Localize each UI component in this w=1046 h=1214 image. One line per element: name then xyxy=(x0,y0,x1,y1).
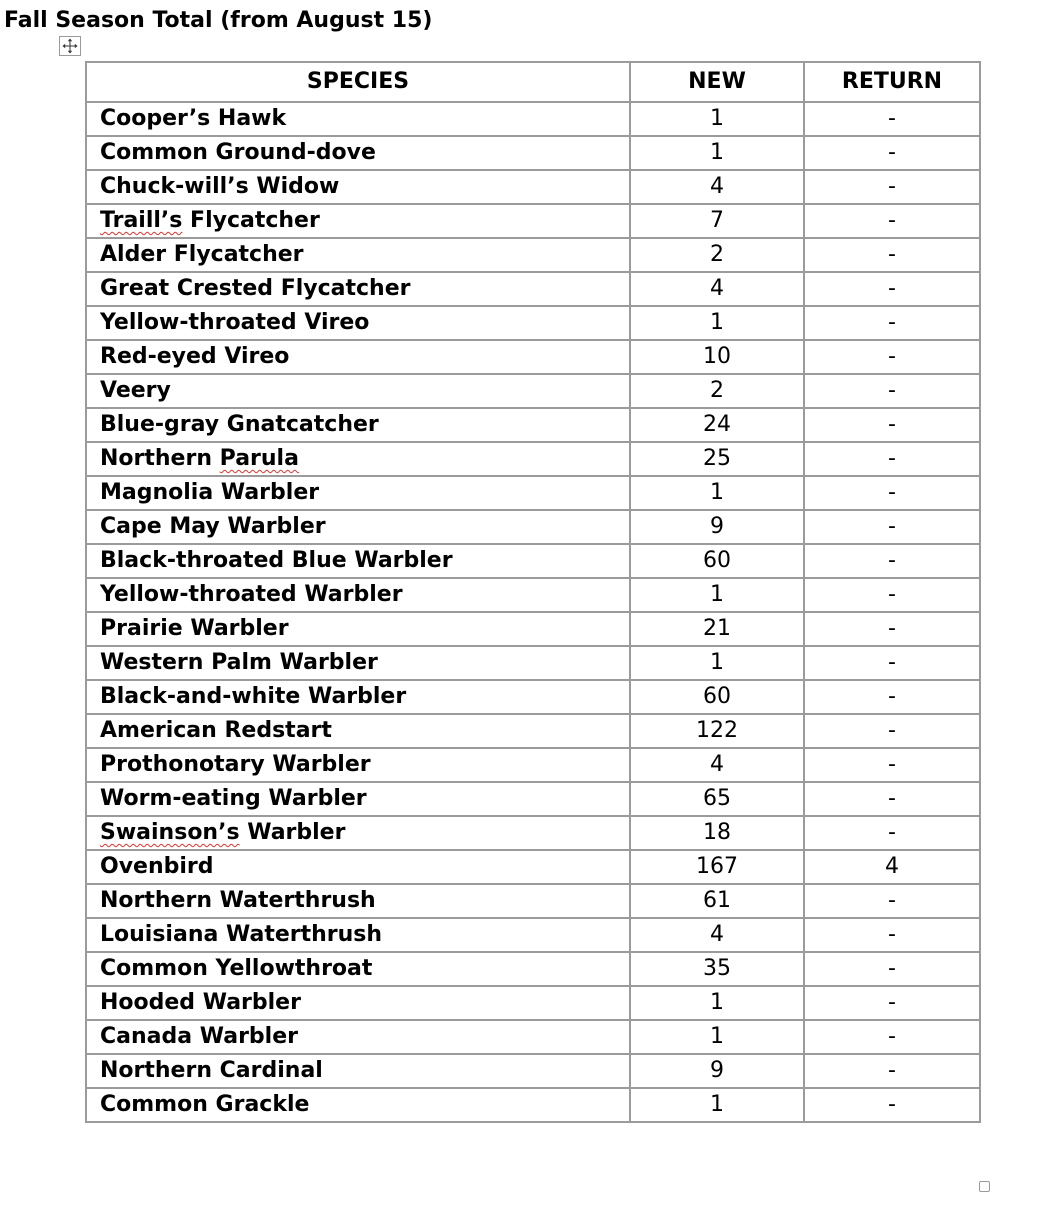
table-row xyxy=(86,986,980,1020)
new-count-cell[interactable]: 60 xyxy=(630,544,804,578)
table-row xyxy=(86,646,980,680)
table-resize-handle-icon[interactable] xyxy=(979,1181,990,1192)
return-count-cell[interactable]: - xyxy=(804,238,980,272)
species-cell[interactable]: Northern Cardinal xyxy=(86,1054,630,1088)
species-cell[interactable]: Great Crested Flycatcher xyxy=(86,272,630,306)
return-count-cell[interactable]: - xyxy=(804,102,980,136)
species-cell[interactable]: Yellow-throated Warbler xyxy=(86,578,630,612)
return-count-cell[interactable]: - xyxy=(804,714,980,748)
new-count-cell[interactable]: 4 xyxy=(630,170,804,204)
species-cell[interactable]: Prothonotary Warbler xyxy=(86,748,630,782)
table-row xyxy=(86,612,980,646)
new-count-cell[interactable]: 18 xyxy=(630,816,804,850)
table-row xyxy=(86,374,980,408)
new-count-cell[interactable]: 1 xyxy=(630,578,804,612)
table-row xyxy=(86,442,980,476)
table-header-row xyxy=(86,62,980,102)
return-count-cell[interactable]: - xyxy=(804,1020,980,1054)
new-count-cell[interactable]: 1 xyxy=(630,1020,804,1054)
species-cell[interactable]: American Redstart xyxy=(86,714,630,748)
species-table xyxy=(85,61,981,1123)
new-count-cell[interactable]: 9 xyxy=(630,1054,804,1088)
species-cell[interactable]: Louisiana Waterthrush xyxy=(86,918,630,952)
table-move-handle-icon[interactable] xyxy=(59,36,81,56)
species-cell[interactable]: Common Grackle xyxy=(86,1088,630,1122)
page-title: Fall Season Total (from August 15) xyxy=(4,8,433,33)
spellcheck-word: Traill’s xyxy=(100,208,183,233)
new-count-cell[interactable]: 1 xyxy=(630,986,804,1020)
return-count-cell[interactable]: - xyxy=(804,170,980,204)
species-cell[interactable]: Alder Flycatcher xyxy=(86,238,630,272)
species-cell[interactable]: Worm-eating Warbler xyxy=(86,782,630,816)
species-cell[interactable] xyxy=(86,204,630,238)
new-count-cell[interactable]: 4 xyxy=(630,748,804,782)
species-cell[interactable]: Northern Waterthrush xyxy=(86,884,630,918)
table-row xyxy=(86,510,980,544)
table-row xyxy=(86,884,980,918)
new-count-cell[interactable]: 1 xyxy=(630,1088,804,1122)
species-cell[interactable]: Magnolia Warbler xyxy=(86,476,630,510)
new-count-cell[interactable]: 1 xyxy=(630,476,804,510)
return-count-cell[interactable]: - xyxy=(804,918,980,952)
spellcheck-word: Parula xyxy=(219,446,299,471)
return-count-cell[interactable]: - xyxy=(804,136,980,170)
table-row xyxy=(86,102,980,136)
return-count-cell[interactable]: - xyxy=(804,476,980,510)
species-cell[interactable]: Common Ground-dove xyxy=(86,136,630,170)
species-cell[interactable]: Chuck-will’s Widow xyxy=(86,170,630,204)
return-count-cell[interactable]: - xyxy=(804,510,980,544)
table-row xyxy=(86,544,980,578)
table-row xyxy=(86,952,980,986)
species-cell[interactable]: Veery xyxy=(86,374,630,408)
table-row xyxy=(86,238,980,272)
species-cell[interactable]: Western Palm Warbler xyxy=(86,646,630,680)
return-count-cell[interactable]: - xyxy=(804,578,980,612)
spellcheck-word: Swainson’s xyxy=(100,820,240,845)
new-count-cell[interactable]: 7 xyxy=(630,204,804,238)
return-count-cell[interactable]: - xyxy=(804,1054,980,1088)
return-count-cell[interactable]: - xyxy=(804,408,980,442)
return-count-cell[interactable]: - xyxy=(804,748,980,782)
return-count-cell[interactable]: - xyxy=(804,986,980,1020)
species-cell[interactable]: Hooded Warbler xyxy=(86,986,630,1020)
table-row xyxy=(86,1020,980,1054)
table-row xyxy=(86,850,980,884)
table-row xyxy=(86,340,980,374)
new-count-cell[interactable]: 9 xyxy=(630,510,804,544)
table-body xyxy=(86,102,980,1122)
return-count-cell[interactable]: - xyxy=(804,884,980,918)
return-count-cell[interactable]: - xyxy=(804,646,980,680)
table-row xyxy=(86,204,980,238)
table-row xyxy=(86,170,980,204)
species-cell[interactable]: Blue-gray Gnatcatcher xyxy=(86,408,630,442)
return-count-cell[interactable]: - xyxy=(804,544,980,578)
new-count-cell[interactable]: 1 xyxy=(630,646,804,680)
species-word: Northern xyxy=(100,446,220,471)
new-count-cell[interactable]: 65 xyxy=(630,782,804,816)
table-row xyxy=(86,272,980,306)
table-row xyxy=(86,408,980,442)
species-cell[interactable]: Prairie Warbler xyxy=(86,612,630,646)
species-word: Warbler xyxy=(239,820,346,845)
new-count-cell[interactable]: 1 xyxy=(630,136,804,170)
return-count-cell[interactable]: - xyxy=(804,272,980,306)
return-count-cell[interactable]: - xyxy=(804,204,980,238)
table-row xyxy=(86,816,980,850)
new-count-cell[interactable]: 21 xyxy=(630,612,804,646)
new-count-cell[interactable]: 2 xyxy=(630,238,804,272)
return-count-cell[interactable]: - xyxy=(804,340,980,374)
table-row xyxy=(86,918,980,952)
species-cell[interactable]: Common Yellowthroat xyxy=(86,952,630,986)
table-row xyxy=(86,1088,980,1122)
table-row xyxy=(86,1054,980,1088)
table-row xyxy=(86,306,980,340)
return-count-cell[interactable]: - xyxy=(804,816,980,850)
new-count-cell[interactable]: 25 xyxy=(630,442,804,476)
new-count-cell[interactable]: 1 xyxy=(630,102,804,136)
species-cell[interactable]: Cape May Warbler xyxy=(86,510,630,544)
return-count-cell[interactable]: - xyxy=(804,374,980,408)
new-count-cell[interactable]: 60 xyxy=(630,680,804,714)
new-count-cell[interactable]: 4 xyxy=(630,272,804,306)
table-row xyxy=(86,578,980,612)
species-cell[interactable]: Yellow-throated Vireo xyxy=(86,306,630,340)
return-count-cell[interactable]: - xyxy=(804,952,980,986)
return-count-cell[interactable]: - xyxy=(804,612,980,646)
header-return: RETURN xyxy=(804,62,980,102)
new-count-cell[interactable]: 24 xyxy=(630,408,804,442)
species-cell[interactable] xyxy=(86,442,630,476)
species-cell[interactable]: Cooper’s Hawk xyxy=(86,102,630,136)
table-row xyxy=(86,136,980,170)
new-count-cell[interactable]: 1 xyxy=(630,306,804,340)
return-count-cell[interactable]: - xyxy=(804,306,980,340)
header-new: NEW xyxy=(630,62,804,102)
new-count-cell[interactable]: 2 xyxy=(630,374,804,408)
table-row xyxy=(86,680,980,714)
header-species: SPECIES xyxy=(86,62,630,102)
return-count-cell[interactable]: - xyxy=(804,680,980,714)
new-count-cell[interactable]: 61 xyxy=(630,884,804,918)
return-count-cell[interactable]: - xyxy=(804,1088,980,1122)
new-count-cell[interactable]: 4 xyxy=(630,918,804,952)
species-cell[interactable]: Ovenbird xyxy=(86,850,630,884)
table-row xyxy=(86,476,980,510)
table-row xyxy=(86,714,980,748)
species-word: Flycatcher xyxy=(182,208,320,233)
new-count-cell[interactable]: 167 xyxy=(630,850,804,884)
table-row xyxy=(86,782,980,816)
move-arrows-icon xyxy=(62,38,78,54)
return-count-cell[interactable]: - xyxy=(804,782,980,816)
new-count-cell[interactable]: 35 xyxy=(630,952,804,986)
species-cell[interactable] xyxy=(86,816,630,850)
new-count-cell[interactable]: 10 xyxy=(630,340,804,374)
species-cell[interactable]: Black-throated Blue Warbler xyxy=(86,544,630,578)
species-cell[interactable]: Black-and-white Warbler xyxy=(86,680,630,714)
new-count-cell[interactable]: 122 xyxy=(630,714,804,748)
species-cell[interactable]: Canada Warbler xyxy=(86,1020,630,1054)
species-cell[interactable]: Red-eyed Vireo xyxy=(86,340,630,374)
return-count-cell[interactable]: - xyxy=(804,442,980,476)
table-row xyxy=(86,748,980,782)
return-count-cell[interactable]: 4 xyxy=(804,850,980,884)
